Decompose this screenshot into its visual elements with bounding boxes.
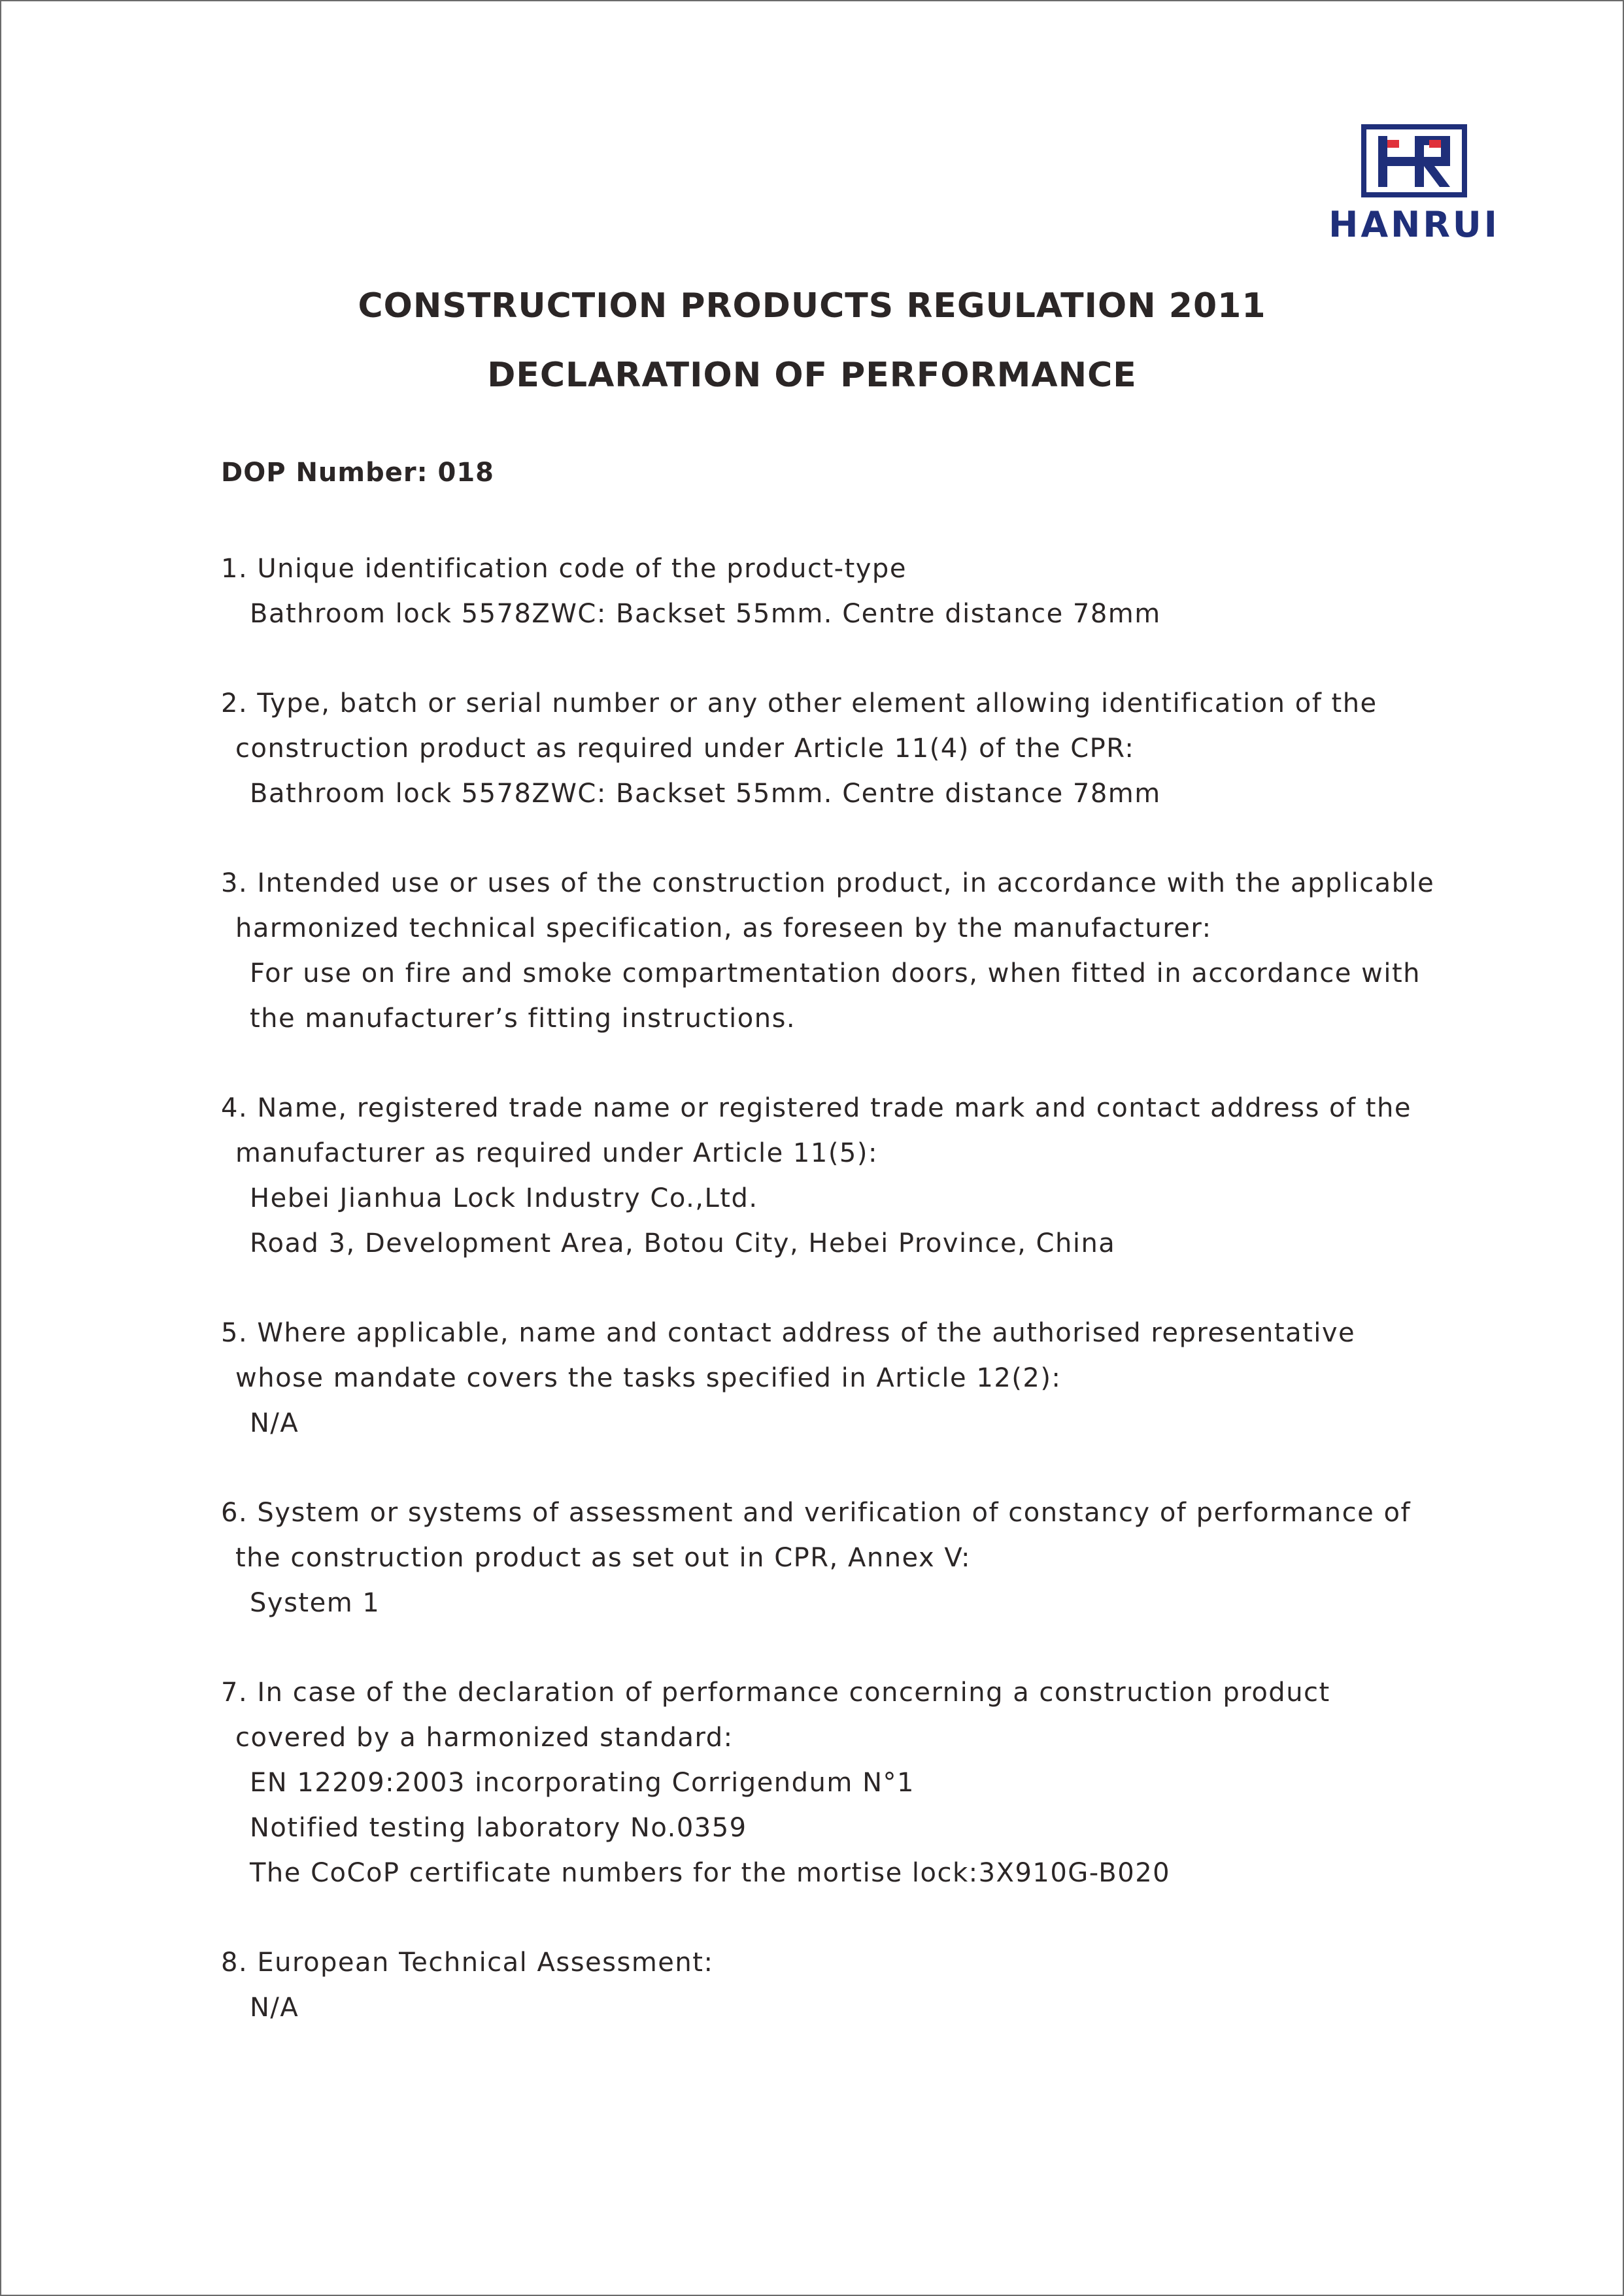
section-heading: 4. Name, registered trade name or registered trade mark and contact address of the bbox=[221, 1093, 1412, 1123]
section-heading-continued: the construction product as set out in CPR, Annex V: bbox=[235, 1543, 971, 1573]
certificate-numbers: The CoCoP certificate numbers for the mortise lock:3X910G-B020 bbox=[250, 1858, 1171, 1888]
section-value: N/A bbox=[250, 1408, 299, 1438]
section-heading-continued: covered by a harmonized standard: bbox=[235, 1723, 734, 1753]
section-5 bbox=[221, 1311, 1463, 1446]
section-value: N/A bbox=[250, 1993, 299, 2023]
section-heading-continued: manufacturer as required under Article 11(5): bbox=[235, 1138, 878, 1168]
logo-wordmark bbox=[1306, 205, 1522, 242]
section-6 bbox=[221, 1491, 1463, 1626]
testing-laboratory: Notified testing laboratory No.0359 bbox=[250, 1813, 747, 1843]
section-heading: 1. Unique identification code of the product-type bbox=[221, 554, 907, 584]
section-heading: 8. European Technical Assessment: bbox=[221, 1948, 714, 1978]
standard-reference: EN 12209:2003 incorporating Corrigendum N°1 bbox=[250, 1768, 915, 1798]
document-title: CONSTRUCTION PRODUCTS REGULATION 2011 bbox=[358, 286, 1266, 326]
section-value: For use on fire and smoke compartmentation doors, when fitted in accordance with bbox=[250, 958, 1421, 988]
section-8 bbox=[221, 1940, 1463, 2031]
section-3 bbox=[221, 861, 1463, 1041]
section-value: the manufacturer’s fitting instructions. bbox=[250, 1004, 796, 1034]
section-heading-continued: whose mandate covers the tasks specified in Article 12(2): bbox=[235, 1363, 1062, 1393]
section-2 bbox=[221, 681, 1463, 817]
declaration-sections bbox=[221, 547, 1463, 2075]
section-value: Bathroom lock 5578ZWC: Backset 55mm. Centre distance 78mm bbox=[250, 779, 1161, 809]
section-4 bbox=[221, 1086, 1463, 1266]
logo-mark-icon bbox=[1361, 124, 1467, 197]
section-heading: 5. Where applicable, name and contact address of the authorised representative bbox=[221, 1318, 1356, 1348]
svg-text:HANRUI: HANRUI bbox=[1328, 205, 1500, 242]
section-heading: 6. System or systems of assessment and verification of constancy of performance of bbox=[221, 1498, 1412, 1528]
manufacturer-name: Hebei Jianhua Lock Industry Co.,Ltd. bbox=[250, 1183, 758, 1213]
section-heading: 3. Intended use or uses of the construction product, in accordance with the applicable bbox=[221, 868, 1435, 898]
section-heading: 7. In case of the declaration of performance concerning a construction product bbox=[221, 1678, 1330, 1708]
dop-number: DOP Number: 018 bbox=[221, 458, 494, 488]
section-1 bbox=[221, 547, 1463, 637]
section-heading-continued: construction product as required under Article 11(4) of the CPR: bbox=[235, 734, 1135, 764]
section-value: Bathroom lock 5578ZWC: Backset 55mm. Centre distance 78mm bbox=[250, 599, 1161, 629]
manufacturer-address: Road 3, Development Area, Botou City, Hebei Province, China bbox=[250, 1228, 1116, 1258]
section-7 bbox=[221, 1670, 1463, 1896]
section-value: System 1 bbox=[250, 1588, 381, 1618]
section-heading: 2. Type, batch or serial number or any other element allowing identification of the bbox=[221, 688, 1378, 718]
section-heading-continued: harmonized technical specification, as foreseen by the manufacturer: bbox=[235, 913, 1212, 943]
hanrui-logo bbox=[1306, 123, 1522, 243]
document-subtitle: DECLARATION OF PERFORMANCE bbox=[487, 356, 1137, 395]
